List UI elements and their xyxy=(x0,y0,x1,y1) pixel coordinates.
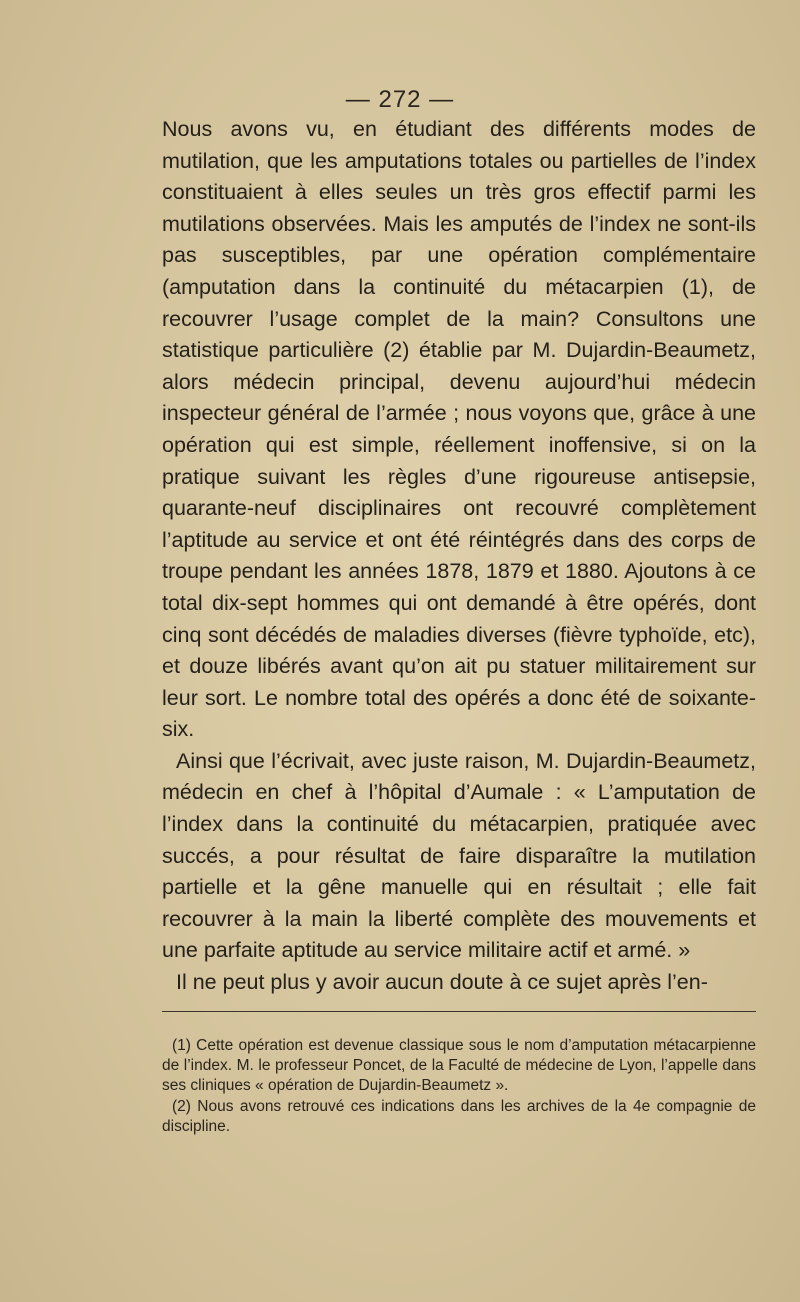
footnote-divider xyxy=(162,1011,756,1012)
footnotes xyxy=(162,1036,756,1137)
footnote: (2) Nous avons retrouvé ces indications dans les archives de la 4e compagnie de discipline. xyxy=(162,1098,756,1136)
paragraph: Il ne peut plus y avoir aucun doute à ce sujet après l’en- xyxy=(176,970,708,995)
paragraph: Ainsi que l’écrivait, avec juste raison, M. Dujardin-Beaumetz, médecin en chef à l’hôpital d’Aumale : « L’amputation de l’index dans la continuité du métacarpien, pratiquée avec succés, a pour résultat de faire disparaître la mutilation partielle et la gêne manuelle qui en résultait ; elle fait recouvrer à la main la liberté complète des mouvements et une parfaite aptitude au service militaire actif et armé. » xyxy=(162,748,756,963)
footnote: (1) Cette opération est devenue classique sous le nom d’amputation métacarpienne de l’index. M. le professeur Poncet, de la Faculté de médecine de Lyon, l’appelle dans ses cliniques « opération de Dujardin-Beaumetz ». xyxy=(162,1037,756,1094)
main-text xyxy=(162,114,756,999)
page-number: — 272 — xyxy=(345,86,455,113)
paragraph: Nous avons vu, en étudiant des différents modes de mutilation, que les amputations totales ou partielles de l’index constituaient à elles seules un très gros effectif parmi les mutilations observées. Mais les amputés de l’index ne sont-ils pas susceptibles, par une opération complémentaire (amputation dans la continuité du métacarpien (1), de recouvrer l’usage complet de la main? Consultons une statistique particulière (2) établie par M. Dujardin-Beaumetz, alors médecin principal, devenu aujourd’hui médecin inspecteur général de l’armée ; nous voyons que, grâce à une opération qui est simple, réellement inoffensive, si on la pratique suivant les règles d’une rigoureuse antisepsie, quarante-neuf disciplinaires ont recouvré complètement l’aptitude au service et ont été réintégrés dans des corps de troupe pendant les années 1878, 1879 et 1880. Ajoutons à ce total dix-sept hommes qui ont demandé à être opérés, dont cinq sont décédés de maladies diverses (fièvre typhoïde, etc), et douze libérés avant qu’on ait pu statuer militairement sur leur sort. Le nombre total des opérés a donc été de soixante-six. xyxy=(162,117,756,742)
